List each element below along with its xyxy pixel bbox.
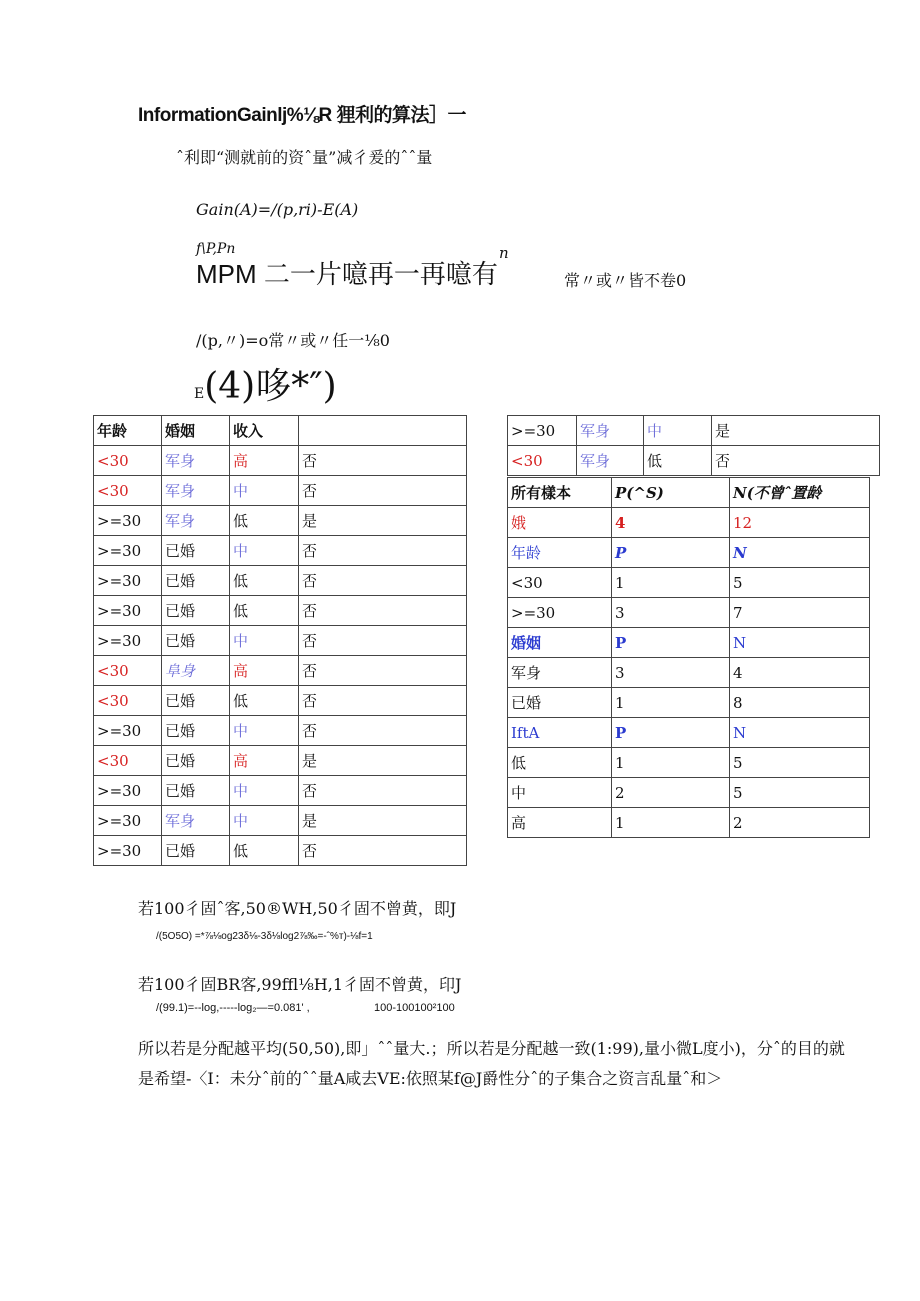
table-cell: 5 bbox=[730, 568, 870, 598]
table-cell: N bbox=[730, 718, 870, 748]
table-cell: 是 bbox=[299, 806, 467, 836]
table-cell: 已婚 bbox=[162, 836, 230, 866]
table-cell: 中 bbox=[230, 776, 299, 806]
header-cell: P(^S) bbox=[612, 478, 730, 508]
table-cell: 1 bbox=[612, 568, 730, 598]
table-row bbox=[94, 476, 467, 506]
table-cell: 4 bbox=[730, 658, 870, 688]
table-cell: P bbox=[612, 718, 730, 748]
table-cell: <30 bbox=[94, 656, 162, 686]
table-cell: 否 bbox=[299, 566, 467, 596]
customer-data-table bbox=[93, 415, 467, 866]
table-cell: 低 bbox=[230, 686, 299, 716]
table-cell: 否 bbox=[299, 626, 467, 656]
table-cell: <30 bbox=[94, 686, 162, 716]
table-cell: 阜身 bbox=[162, 656, 230, 686]
table-cell: 否 bbox=[299, 536, 467, 566]
entropy-formula bbox=[194, 358, 337, 409]
table-cell: P bbox=[612, 538, 730, 568]
table-cell: >=30 bbox=[94, 566, 162, 596]
header-cell: 收入 bbox=[230, 416, 299, 446]
table-row bbox=[508, 628, 870, 658]
table-cell: 2 bbox=[730, 808, 870, 838]
table-cell: 低 bbox=[644, 446, 712, 476]
table-row bbox=[94, 536, 467, 566]
table-row bbox=[94, 806, 467, 836]
entropy-formula-subscript: E bbox=[194, 386, 205, 402]
table-row bbox=[94, 506, 467, 536]
table-cell: 否 bbox=[299, 596, 467, 626]
table-cell: 已婚 bbox=[162, 596, 230, 626]
condition-text: 常〃或〃皆不卷0 bbox=[564, 271, 687, 290]
formula-superscript: n bbox=[499, 244, 509, 262]
table-row bbox=[508, 748, 870, 778]
example-formula-1: /(5O5O) =*⅞⅛og23δ⅛-3δ⅛log2⅞‰=-ˆ%т)-⅛f=1 bbox=[156, 931, 373, 942]
table-cell: 已婚 bbox=[162, 566, 230, 596]
table-cell: 中 bbox=[508, 778, 612, 808]
header-cell: N(不曾ˆ置龄 bbox=[730, 478, 870, 508]
table-cell: 低 bbox=[230, 566, 299, 596]
table-cell: 已婚 bbox=[162, 776, 230, 806]
table-cell: 否 bbox=[299, 686, 467, 716]
conclusion-line-1: 所以若是分配越平均(50,50),即」ˆˆ量大.；所以若是分配越一致(1:99),量小微L度小)，分ˆ的目的就 bbox=[138, 1039, 845, 1058]
table-row bbox=[508, 718, 870, 748]
table-cell: 已婚 bbox=[162, 686, 230, 716]
table-cell: 低 bbox=[230, 506, 299, 536]
table-cell: 是 bbox=[299, 506, 467, 536]
example-formula-2: /(99.1)=--log,-----log₂—=0.081' , bbox=[156, 1002, 310, 1014]
gain-formula: Gain(A)=/(p,ri)-E(A) bbox=[196, 200, 359, 219]
table-cell: N bbox=[730, 538, 870, 568]
table-row bbox=[94, 566, 467, 596]
table-row bbox=[94, 716, 467, 746]
table-row bbox=[508, 658, 870, 688]
table-cell: 否 bbox=[299, 836, 467, 866]
table-cell: >=30 bbox=[94, 506, 162, 536]
table-cell: 已婚 bbox=[508, 688, 612, 718]
table-cell: >=30 bbox=[94, 776, 162, 806]
table-row bbox=[508, 688, 870, 718]
mpm-formula: MPM 二一片噫再一再噫有 bbox=[196, 259, 498, 289]
table-row bbox=[508, 416, 880, 446]
table-row bbox=[94, 596, 467, 626]
table-cell: 低 bbox=[230, 596, 299, 626]
table-cell: <30 bbox=[94, 446, 162, 476]
table-cell: 军身 bbox=[162, 806, 230, 836]
header-cell bbox=[299, 416, 467, 446]
table-cell: >=30 bbox=[94, 536, 162, 566]
table-cell: P bbox=[612, 628, 730, 658]
table-header-row bbox=[508, 478, 870, 508]
table-cell: 否 bbox=[299, 476, 467, 506]
table-cell: 3 bbox=[612, 658, 730, 688]
table-cell: <30 bbox=[508, 568, 612, 598]
table-cell: 中 bbox=[644, 416, 712, 446]
table-cell: 12 bbox=[730, 508, 870, 538]
table-cell: >=30 bbox=[94, 806, 162, 836]
entropy-formula-main: (4)哆*″) bbox=[204, 366, 337, 407]
table-cell: <30 bbox=[94, 746, 162, 776]
table-cell: 军身 bbox=[508, 658, 612, 688]
example-formula-2-denominator: 100-100100²100 bbox=[374, 1002, 455, 1014]
table-row bbox=[508, 598, 870, 628]
table-cell: 已婚 bbox=[162, 716, 230, 746]
table-cell: 7 bbox=[730, 598, 870, 628]
table-header-row bbox=[94, 416, 467, 446]
table-cell: 娥 bbox=[508, 508, 612, 538]
table-cell: >=30 bbox=[94, 836, 162, 866]
table-cell: IftA bbox=[508, 718, 612, 748]
table-row bbox=[94, 746, 467, 776]
table-cell: 1 bbox=[612, 688, 730, 718]
table-cell: 低 bbox=[508, 748, 612, 778]
table-cell: >=30 bbox=[94, 716, 162, 746]
table-row bbox=[94, 836, 467, 866]
table-cell: 否 bbox=[299, 776, 467, 806]
table-cell: 8 bbox=[730, 688, 870, 718]
info-zero-condition: /(p,〃)=o常〃或〃任一⅛0 bbox=[196, 331, 390, 350]
conclusion-line-2: 是希望-〈I：未分ˆ前的ˆˆ量A咸去VE:依照某f@J爵性分ˆ的子集合之资言乱量ˆ和＞ bbox=[138, 1069, 723, 1088]
table-cell: 已婚 bbox=[162, 746, 230, 776]
page-title: InformationGainlj%⅛R 狸利的算法］一 bbox=[138, 105, 467, 126]
table-cell: 军身 bbox=[162, 506, 230, 536]
example-paragraph-1: 若100彳固ˆ客,50®WH,50彳固不曾黄，即J bbox=[138, 899, 457, 918]
table-cell: 否 bbox=[712, 446, 880, 476]
table-cell: 中 bbox=[230, 716, 299, 746]
table-cell: 中 bbox=[230, 806, 299, 836]
table-cell: 中 bbox=[230, 476, 299, 506]
table-row bbox=[508, 446, 880, 476]
table-cell: 否 bbox=[299, 446, 467, 476]
table-row bbox=[508, 568, 870, 598]
table-cell: >=30 bbox=[94, 596, 162, 626]
table-row bbox=[94, 626, 467, 656]
table-cell: 高 bbox=[230, 446, 299, 476]
table-cell: <30 bbox=[508, 446, 577, 476]
table-cell: 军身 bbox=[577, 446, 644, 476]
table-cell: 婚姻 bbox=[508, 628, 612, 658]
table-cell: 否 bbox=[299, 716, 467, 746]
table-cell: >=30 bbox=[508, 598, 612, 628]
table-cell: 中 bbox=[230, 536, 299, 566]
table-cell: >=30 bbox=[94, 626, 162, 656]
table-cell: 2 bbox=[612, 778, 730, 808]
table-cell: 低 bbox=[230, 836, 299, 866]
summary-count-table bbox=[507, 477, 870, 838]
table-cell: 是 bbox=[299, 746, 467, 776]
table-cell: 军身 bbox=[577, 416, 644, 446]
table-cell: 3 bbox=[612, 598, 730, 628]
table-row bbox=[508, 808, 870, 838]
table-row bbox=[94, 776, 467, 806]
table-cell: 高 bbox=[230, 656, 299, 686]
table-cell: 是 bbox=[712, 416, 880, 446]
table-cell: <30 bbox=[94, 476, 162, 506]
table-row bbox=[94, 656, 467, 686]
table-cell: 中 bbox=[230, 626, 299, 656]
table-cell: N bbox=[730, 628, 870, 658]
definition-line: ˆ利即“测就前的资ˆ量”减彳爰的ˆˆ量 bbox=[176, 148, 433, 167]
header-cell: 婚姻 bbox=[162, 416, 230, 446]
table-cell: 高 bbox=[230, 746, 299, 776]
table-cell: 高 bbox=[508, 808, 612, 838]
header-cell: 年龄 bbox=[94, 416, 162, 446]
table-row bbox=[508, 538, 870, 568]
continued-data-table bbox=[507, 415, 880, 476]
table-cell: 军身 bbox=[162, 446, 230, 476]
table-cell: 军身 bbox=[162, 476, 230, 506]
table-row bbox=[94, 446, 467, 476]
table-row bbox=[508, 508, 870, 538]
header-cell: 所有樣本 bbox=[508, 478, 612, 508]
table-cell: >=30 bbox=[508, 416, 577, 446]
table-cell: 否 bbox=[299, 656, 467, 686]
table-row bbox=[94, 686, 467, 716]
table-cell: 年龄 bbox=[508, 538, 612, 568]
table-cell: 1 bbox=[612, 808, 730, 838]
table-cell: 4 bbox=[612, 508, 730, 538]
table-cell: 已婚 bbox=[162, 626, 230, 656]
table-cell: 已婚 bbox=[162, 536, 230, 566]
table-cell: 5 bbox=[730, 778, 870, 808]
table-cell: 5 bbox=[730, 748, 870, 778]
formula-fragment: f\P,Pn bbox=[196, 241, 236, 257]
table-cell: 1 bbox=[612, 748, 730, 778]
example-paragraph-2: 若100彳固BR客,99ffl⅛H,1彳固不曾黄，印J bbox=[138, 975, 462, 994]
table-row bbox=[508, 778, 870, 808]
